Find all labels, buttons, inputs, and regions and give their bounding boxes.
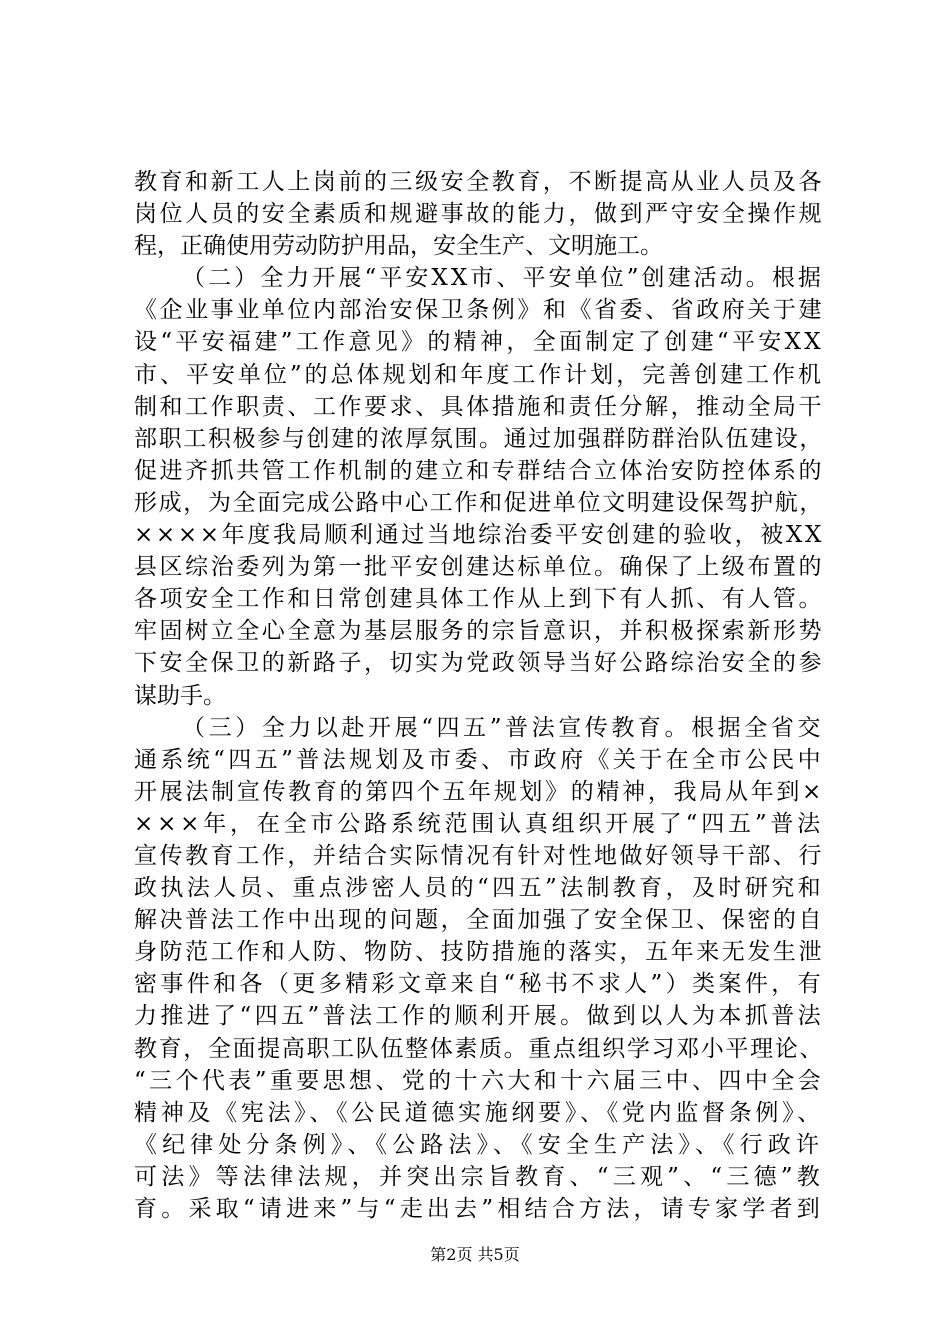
text-line: 《纪律处分条例》、《公路法》、《安全生产法》、《行政许 [134,1131,824,1158]
text-line: 牢固树立全心全意为基层服务的宗旨意识，并积极探索新形势 [134,618,824,645]
text-line: 精神及《宪法》、《公民道德实施纲要》、《党内监督条例》、 [134,1099,824,1126]
text-line: 力推进了“四五”普法工作的顺利开展。做到以人为本抓普法 [134,1003,824,1030]
text-line: 下安全保卫的新路子，切实为党政领导当好公路综治安全的参 [134,650,824,677]
text-line: 密事件和各（更多精彩文章来自“秘书不求人”）类案件，有 [134,971,824,998]
text-line: 可法》等法律法规，并突出宗旨教育、“三观”、“三德”教 [134,1163,824,1190]
text-line: 解决普法工作中出现的问题，全面加强了安全保卫、保密的自 [134,907,824,934]
section-heading-line: （二）全力开展“平安XX市、平安单位”创建活动。根据 [182,265,824,292]
text-line: 宣传教育工作，并结合实际情况有针对性地做好领导干部、行 [134,842,824,869]
text-line: “三个代表”重要思想、党的十六大和十六届三中、四中全会 [134,1067,824,1094]
text-line: ×××年，在全市公路系统范围认真组织开展了“四五”普法 [134,810,824,837]
text-line: 育。采取“请进来”与“走出去”相结合方法，请专家学者到 [134,1196,824,1222]
document-body [134,166,824,1225]
text-line: 开展法制宣传教育的第四个五年规划》的精神，我局从年到× [134,778,824,805]
text-line: 谋助手。 [134,682,226,709]
text-line: 教育，全面提高职工队伍整体素质。重点组织学习邓小平理论、 [134,1035,824,1062]
text-line: 促进齐抓共管工作机制的建立和专群结合立体治安防控体系的 [134,457,824,484]
text-line: 部职工积极参与创建的浓厚氛围。通过加强群防群治队伍建设， [134,425,824,452]
section-heading-line: （三）全力以赴开展“四五”普法宣传教育。根据全省交 [182,714,824,741]
text-line: ××××年度我局顺利通过当地综治委平安创建的验收，被XX [134,522,824,549]
text-line: 制和工作职责、工作要求、具体措施和责任分解，推动全局干 [134,393,824,420]
text-line: 市、平安单位”的总体规划和年度工作计划，完善创建工作机 [134,361,824,388]
text-line: 《企业事业单位内部治安保卫条例》和《省委、省政府关于建 [134,297,824,324]
text-line: 通系统“四五”普法规划及市委、市政府《关于在全市公民中 [134,746,824,773]
text-line: 各项安全工作和日常创建具体工作从上到下有人抓、有人管。 [134,586,824,613]
text-line: 岗位人员的安全素质和规避事故的能力，做到严守安全操作规 [134,201,824,228]
text-line: 县区综治委列为第一批平安创建达标单位。确保了上级布置的 [134,554,824,581]
text-line: 设“平安福建”工作意见》的精神，全面制定了创建“平安XX [134,329,824,356]
text-line: 政执法人员、重点涉密人员的“四五”法制教育，及时研究和 [134,875,824,902]
text-line: 教育和新工人上岗前的三级安全教育，不断提高从业人员及各 [134,169,824,195]
page-footer: 第2页 共5页 [430,1245,520,1264]
text-line: 形成，为全面完成公路中心工作和促进单位文明建设保驾护航， [134,489,824,516]
text-line: 程，正确使用劳动防护用品，安全生产、文明施工。 [134,233,663,260]
text-line: 身防范工作和人防、物防、技防措施的落实，五年来无发生泄 [134,939,824,966]
